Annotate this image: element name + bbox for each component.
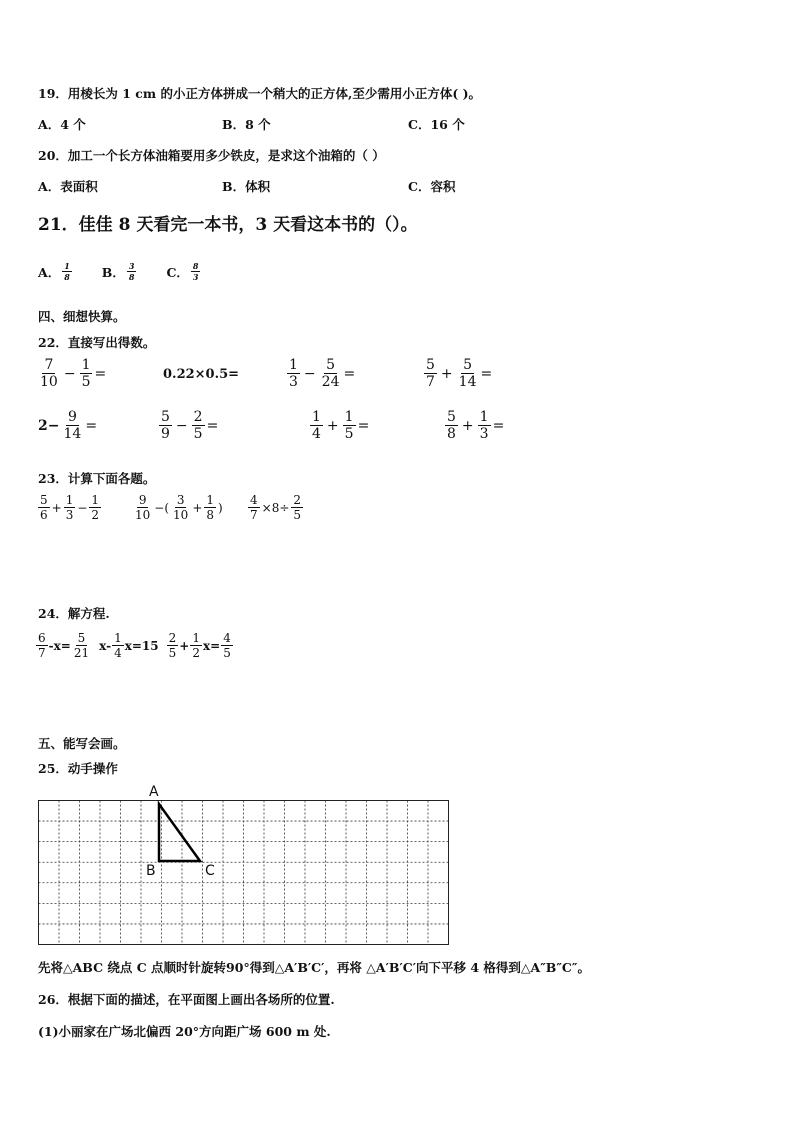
numerator: 5 [77, 631, 86, 645]
numerator: 5 [463, 357, 473, 373]
point-a-label: A [149, 784, 159, 800]
q25-instruction: 先将△ABC 绕点 C 点顺时针旋转90°得到△A′B′C′，再将 △A′B′C′向下平移 4 格得到△A″B″C″。 [38, 960, 590, 975]
numerator: 1 [312, 409, 321, 425]
equation-text: x=15 [124, 638, 159, 653]
equals-sign: = [94, 365, 107, 382]
q22-expr-1 [38, 358, 106, 389]
q21-a-den: 8 [64, 272, 70, 282]
prefix: 2− [38, 417, 60, 434]
denominator: 7 [38, 646, 46, 660]
denominator: 14 [458, 374, 477, 390]
numerator: 5 [426, 357, 435, 373]
q22-expr-8 [445, 410, 504, 441]
q22-text: 22．直接写出得数。 [38, 335, 156, 350]
q19-text: 19．用棱长为 1 cm 的小正方体拼成一个稍大的正方体,至少需用小正方体( )。 [38, 86, 482, 101]
operator: + [51, 500, 62, 515]
denominator: 10 [135, 508, 151, 522]
operator: + [461, 417, 474, 434]
q26-text: 26．根据下面的描述，在平面图上画出各场所的位置. [38, 992, 335, 1007]
q20-text: 20．加工一个长方体油箱要用多少铁皮，是求这个油箱的（ ） [38, 148, 385, 163]
close-paren: ) [218, 500, 223, 515]
triangle-abc [159, 804, 200, 861]
numerator: 3 [176, 493, 185, 507]
q21-option-a[interactable] [38, 262, 72, 281]
q21-b-den: 8 [128, 272, 135, 282]
q23-expr-3 [248, 494, 303, 521]
q23-expr-1 [38, 494, 101, 521]
numerator: 2 [168, 631, 177, 645]
operator: − [303, 365, 316, 382]
numerator: 1 [479, 409, 489, 425]
numerator: 5 [447, 409, 456, 425]
numerator: 1 [192, 631, 200, 645]
q24-equations [36, 632, 233, 659]
denominator: 3 [289, 374, 298, 390]
denominator: 3 [65, 508, 74, 522]
numerator: 9 [138, 493, 147, 507]
numerator: 1 [344, 409, 354, 425]
grid-diagram [38, 784, 450, 950]
point-b-label: B [146, 863, 156, 879]
denominator: 5 [344, 426, 354, 442]
equals-sign: = [206, 417, 219, 434]
operator: + [326, 417, 339, 434]
denominator: 7 [250, 508, 258, 522]
q25-text: 25．动手操作 [38, 761, 118, 776]
denominator: 21 [73, 646, 90, 660]
q22-expr-6 [159, 410, 218, 441]
operator: ×8÷ [261, 500, 290, 515]
q21-option-c-label: C． [166, 264, 189, 280]
denominator: 5 [193, 426, 203, 442]
q22-expr-3 [287, 358, 355, 389]
numerator: 5 [40, 493, 48, 507]
q21-option-b[interactable] [102, 262, 137, 281]
operator: + [440, 365, 453, 382]
denominator: 6 [40, 508, 48, 522]
denominator: 4 [114, 646, 122, 660]
numerator: 1 [81, 357, 91, 373]
q26-item-1: (1)小丽家在广场北偏西 20°方向距广场 600 m 处. [38, 1024, 331, 1039]
numerator: 1 [65, 493, 74, 507]
denominator: 14 [63, 426, 82, 442]
q23-expr-2 [133, 494, 223, 521]
q21-c-den: 3 [192, 272, 199, 282]
q21-b-num: 3 [128, 261, 135, 271]
numerator: 4 [250, 493, 258, 507]
operator: −( [154, 500, 170, 515]
equation-text: x= [202, 638, 221, 653]
denominator: 5 [168, 646, 177, 660]
q21-c-num: 8 [192, 261, 199, 271]
q21-a-num: 1 [64, 261, 70, 271]
equals-sign: = [492, 417, 505, 434]
q21-option-a-label: A． [38, 264, 61, 280]
equation-text: -x= [48, 638, 71, 653]
numerator: 9 [67, 409, 77, 425]
numerator: 5 [326, 357, 336, 373]
equals-sign: = [85, 417, 98, 434]
q20-option-a[interactable]: A．表面积 [38, 179, 98, 194]
q22-expr-2: 0.22×0.5= [163, 367, 240, 382]
q24-text: 24．解方程. [38, 606, 110, 621]
numerator: 2 [293, 493, 302, 507]
section-4-heading: 四、细想快算。 [38, 309, 126, 324]
q21-option-c[interactable] [166, 262, 200, 281]
q19-option-c[interactable]: C．16 个 [408, 117, 465, 132]
q22-expr-4 [424, 358, 492, 389]
equation-text: + [179, 638, 190, 653]
equals-sign: = [343, 365, 356, 382]
denominator: 7 [426, 374, 435, 390]
q20-option-b[interactable]: B．体积 [222, 179, 271, 194]
equation-text: x- [99, 638, 112, 653]
q22-expr-7 [310, 410, 369, 441]
grid-lines [39, 801, 449, 945]
operator: − [175, 417, 188, 434]
numerator: 4 [223, 631, 231, 645]
numerator: 6 [38, 631, 46, 645]
numerator: 1 [114, 631, 122, 645]
grid-svg [38, 800, 450, 946]
section-5-heading: 五、能写会画。 [38, 736, 126, 751]
numerator: 5 [161, 409, 170, 425]
q21-option-b-label: B． [101, 264, 125, 280]
point-c-label: C [205, 863, 215, 879]
denominator: 10 [40, 374, 58, 390]
equals-sign: = [480, 365, 493, 382]
operator: − [63, 365, 76, 382]
q20-option-c[interactable]: C．容积 [408, 179, 456, 194]
q19-option-b[interactable]: B．8 个 [222, 117, 271, 132]
denominator: 2 [91, 508, 100, 522]
denominator: 8 [447, 426, 456, 442]
denominator: 9 [161, 426, 170, 442]
q22-expr-5 [38, 410, 97, 441]
denominator: 3 [479, 426, 489, 442]
denominator: 4 [312, 426, 321, 442]
denominator: 5 [81, 374, 91, 390]
denominator: 5 [223, 646, 231, 660]
denominator: 24 [321, 374, 340, 390]
q19-option-a[interactable]: A．4 个 [38, 117, 86, 132]
q21-options [38, 262, 200, 281]
numerator: 2 [193, 409, 203, 425]
numerator: 1 [206, 493, 215, 507]
numerator: 7 [44, 357, 54, 373]
operator: + [192, 500, 203, 515]
denominator: 10 [173, 508, 189, 522]
denominator: 2 [192, 646, 200, 660]
equals-sign: = [357, 417, 370, 434]
q21-text: 21．佳佳 8 天看完一本书，3 天看这本书的（）。 [38, 215, 418, 235]
operator: − [77, 500, 88, 515]
denominator: 8 [206, 508, 215, 522]
numerator: 1 [289, 357, 298, 373]
numerator: 1 [91, 493, 100, 507]
q23-text: 23．计算下面各题。 [38, 471, 156, 486]
denominator: 5 [293, 508, 302, 522]
